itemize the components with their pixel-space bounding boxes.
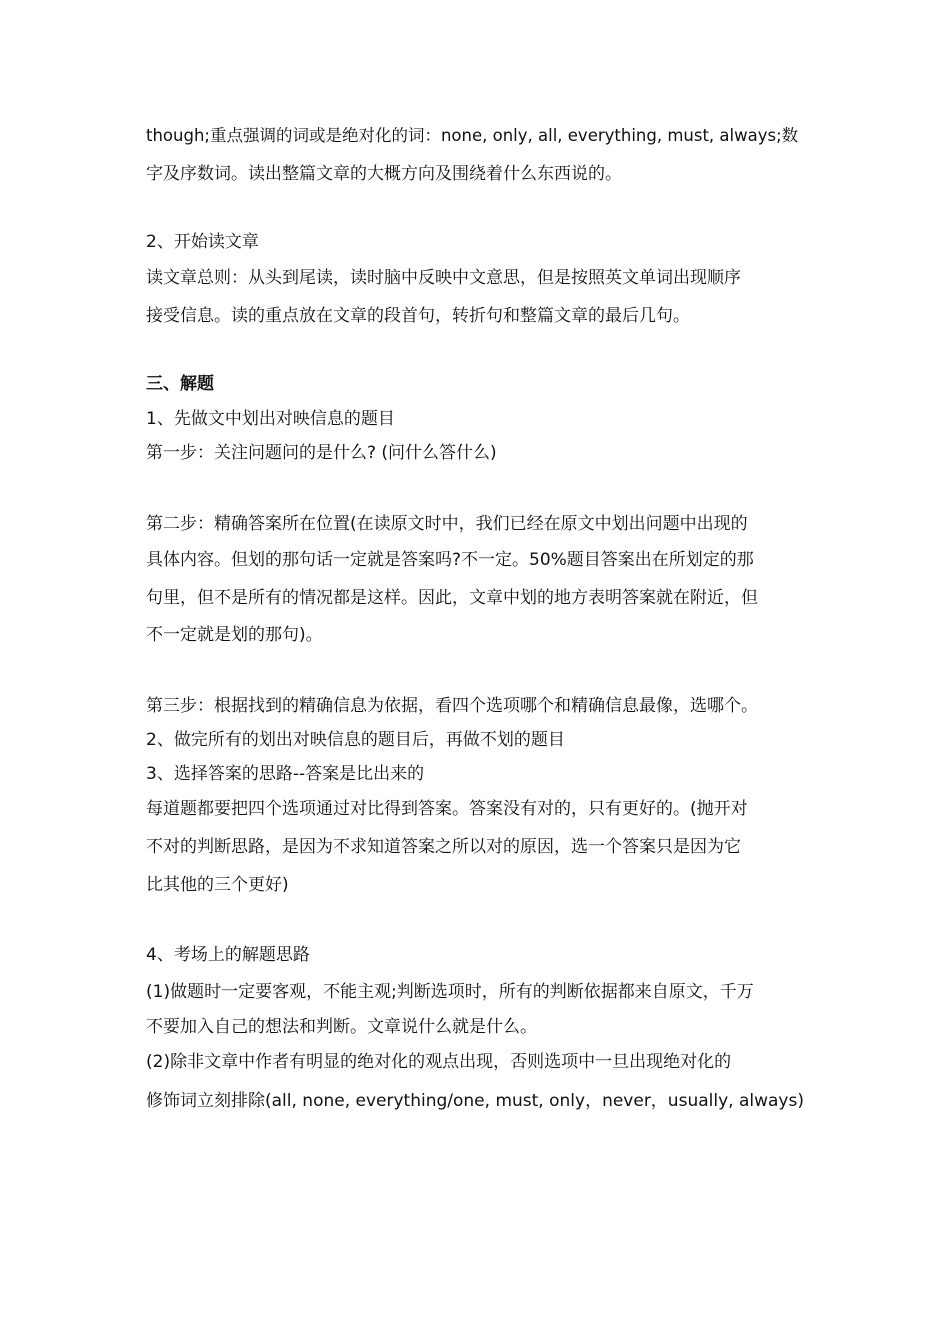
text-line: 具体内容。但划的那句话一定就是答案吗?不一定。50%题目答案出在所划定的那 [146, 550, 754, 570]
section-heading: 2、做完所有的划出对映信息的题目后，再做不划的题目 [146, 730, 565, 750]
section-heading: 1、先做文中划出对映信息的题目 [146, 409, 395, 429]
section-heading: 4、考场上的解题思路 [146, 945, 310, 965]
text-line: (2)除非文章中作者有明显的绝对化的观点出现，否则选项中一旦出现绝对化的 [146, 1052, 732, 1072]
text-line: 不一定就是划的那句)。 [146, 625, 323, 645]
text-line: though;重点强调的词或是绝对化的词：none, only, all, everything, must, always;数 [146, 126, 799, 145]
section-heading: 3、选择答案的思路--答案是比出来的 [146, 764, 425, 784]
text-line: 比其他的三个更好) [146, 875, 289, 895]
text-line: 字及序数词。读出整篇文章的大概方向及围绕着什么东西说的。 [146, 164, 622, 184]
text-line: 每道题都要把四个选项通过对比得到答案。答案没有对的，只有更好的。(抛开对 [146, 799, 748, 819]
text-line: 修饰词立刻排除(all, none, everything/one, must, only，never，usually, always) [146, 1091, 804, 1111]
text-line: 不对的判断思路，是因为不求知道答案之所以对的原因，选一个答案只是因为它 [146, 837, 741, 857]
text-line: 不要加入自己的想法和判断。文章说什么就是什么。 [146, 1017, 537, 1037]
text-line: 接受信息。读的重点放在文章的段首句，转折句和整篇文章的最后几句。 [146, 306, 690, 326]
text-line: 第三步：根据找到的精确信息为依据，看四个选项哪个和精确信息最像，选哪个。 [146, 696, 758, 716]
text-line: 读文章总则：从头到尾读，读时脑中反映中文意思，但是按照英文单词出现顺序 [146, 268, 741, 288]
text-line: 第二步：精确答案所在位置(在读原文时中，我们已经在原文中划出问题中出现的 [146, 514, 748, 534]
section-title: 三、解题 [146, 374, 214, 394]
text-line: (1)做题时一定要客观，不能主观;判断选项时，所有的判断依据都来自原文，千万 [146, 982, 754, 1002]
section-heading: 2、开始读文章 [146, 232, 259, 252]
text-line: 句里，但不是所有的情况都是这样。因此，文章中划的地方表明答案就在附近，但 [146, 588, 758, 608]
text-line: 第一步：关注问题问的是什么? (问什么答什么) [146, 443, 497, 463]
